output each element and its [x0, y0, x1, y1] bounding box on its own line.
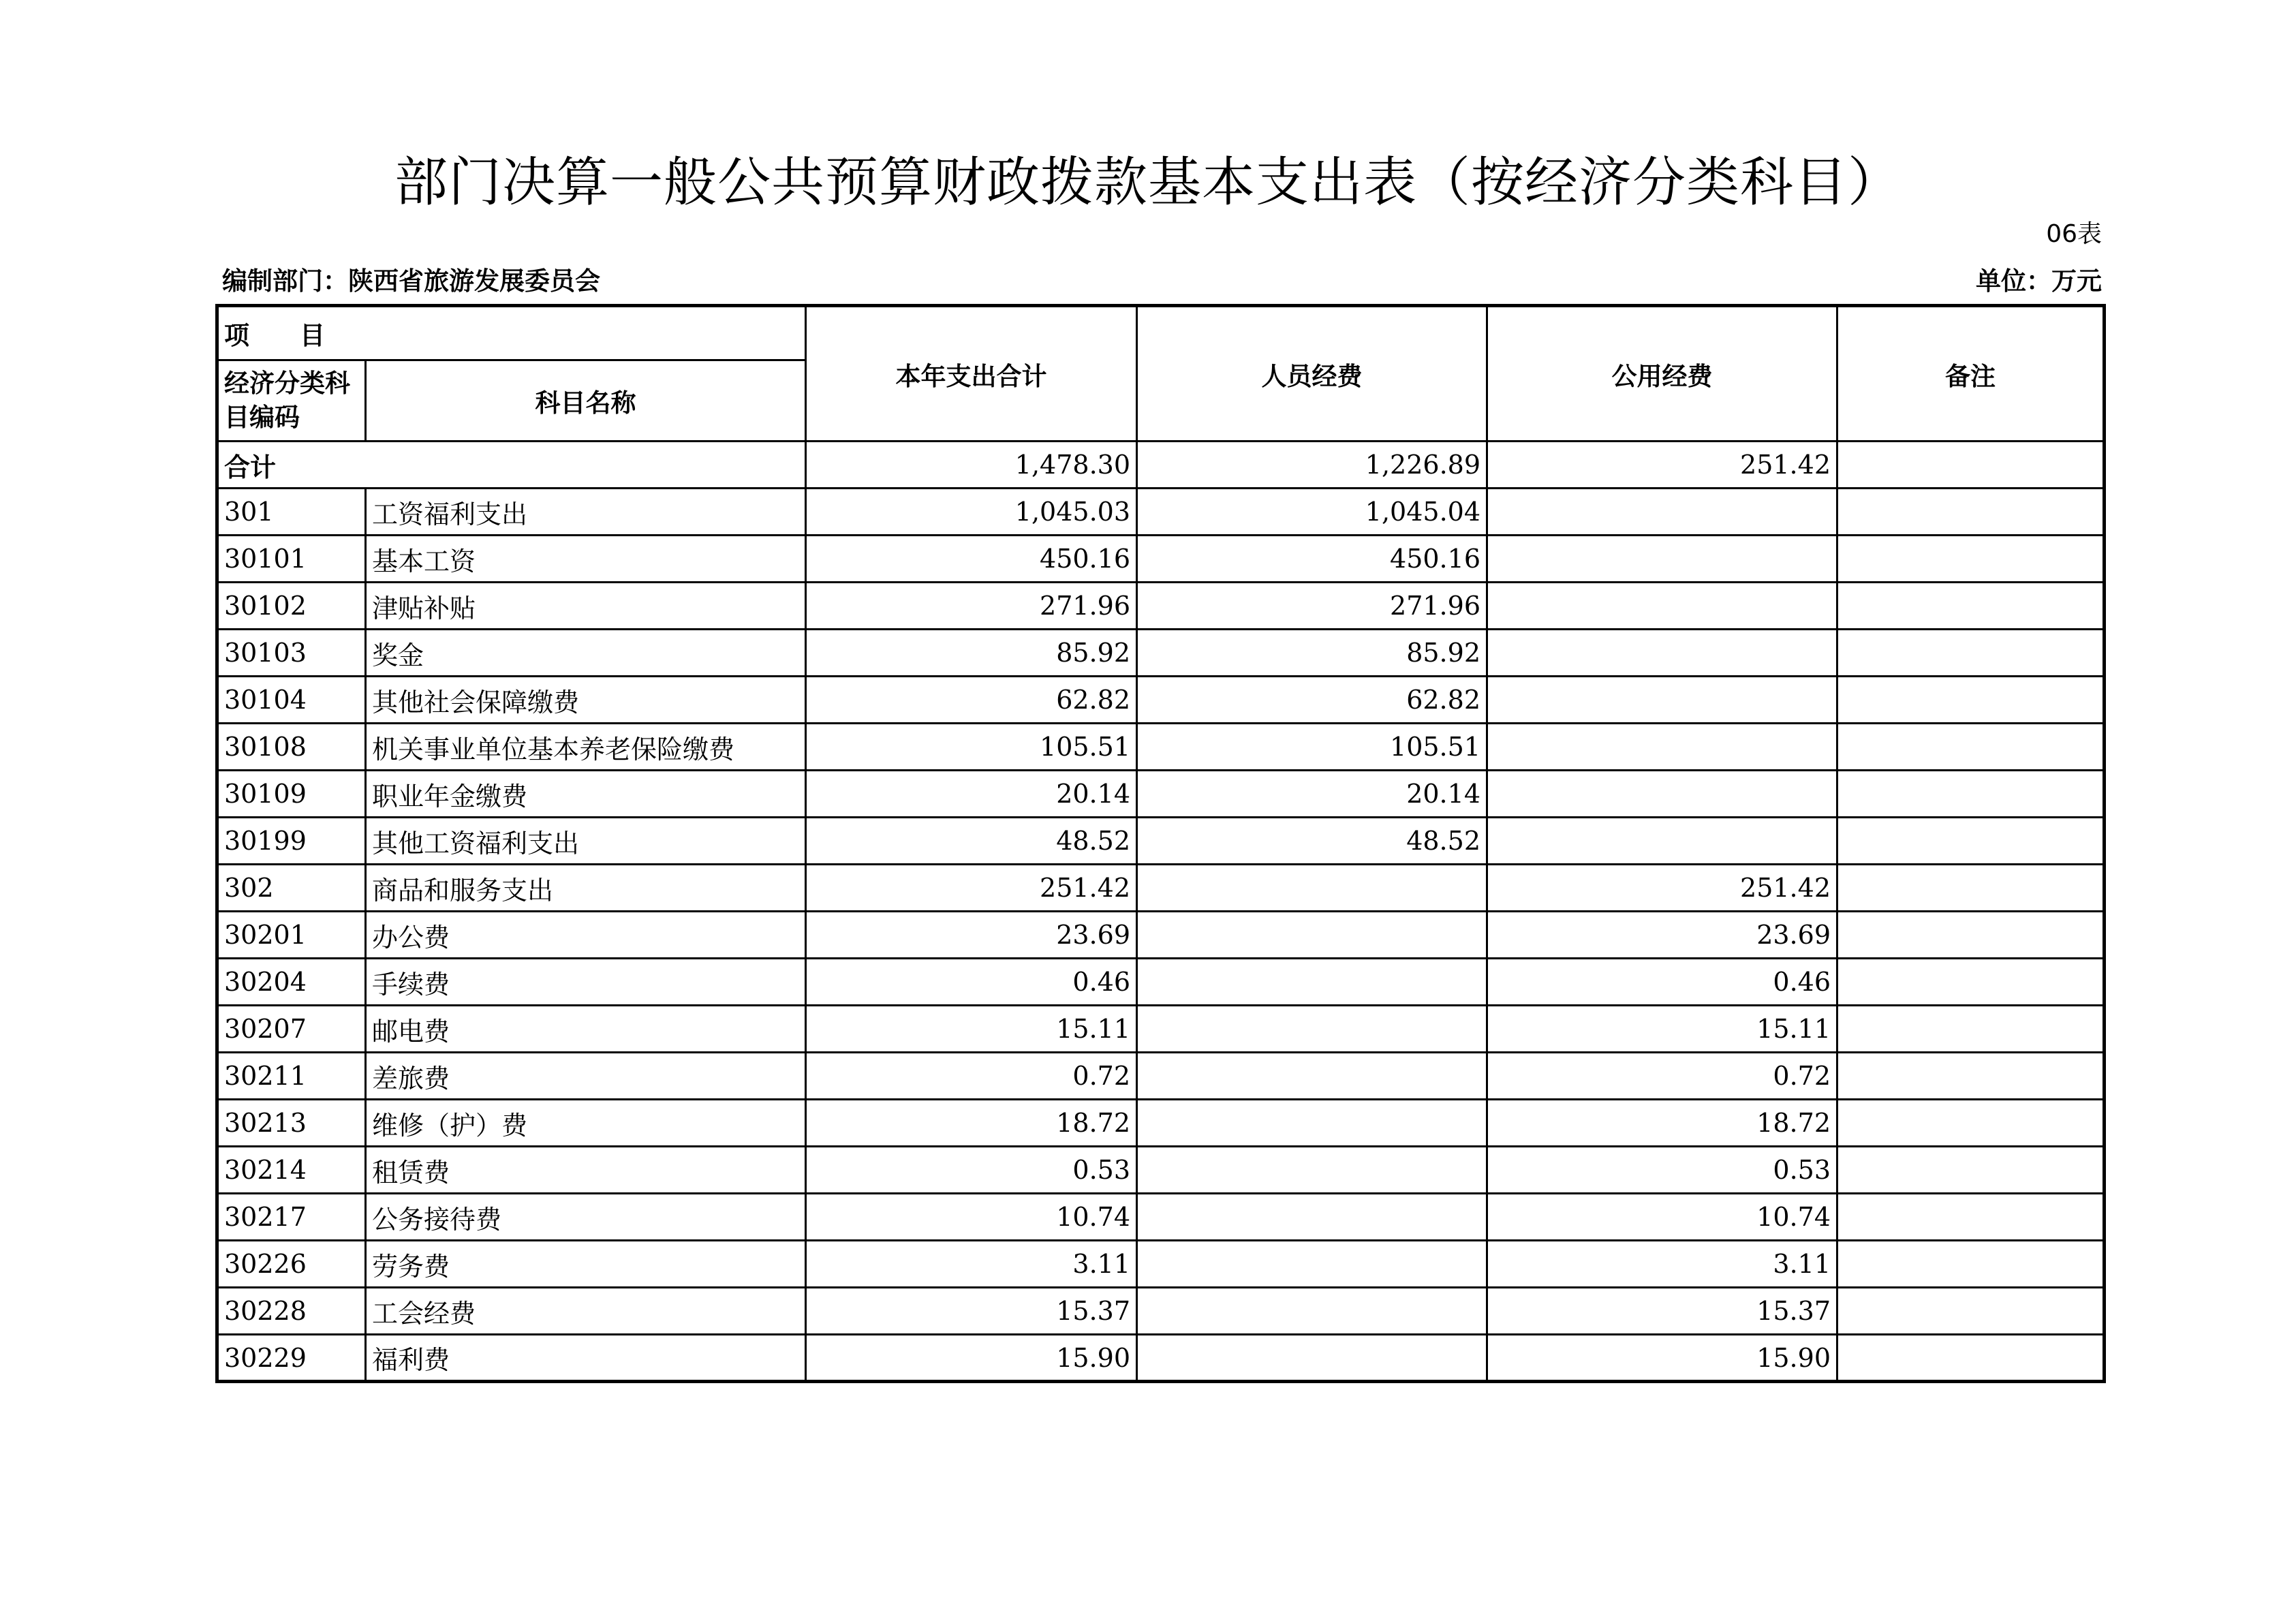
row-note: [1837, 1100, 2105, 1147]
total-row: [217, 442, 2105, 489]
expenditure-table: [215, 304, 2106, 1383]
row-total: 62.82: [806, 677, 1137, 724]
row-note: [1837, 489, 2105, 536]
row-total: 18.72: [806, 1100, 1137, 1147]
row-total: 450.16: [806, 536, 1137, 583]
row-personnel: [1137, 1053, 1487, 1100]
row-name: 津贴补贴: [366, 583, 806, 630]
header-note: 备注: [1837, 306, 2105, 442]
row-name: 职业年金缴费: [366, 771, 806, 818]
row-personnel: [1137, 959, 1487, 1006]
row-personnel: 1,045.04: [1137, 489, 1487, 536]
table-row: [217, 818, 2105, 865]
table-row: [217, 771, 2105, 818]
row-note: [1837, 1147, 2105, 1194]
row-total: 23.69: [806, 912, 1137, 959]
row-personnel: [1137, 865, 1487, 912]
row-note: [1837, 630, 2105, 677]
row-total: 251.42: [806, 865, 1137, 912]
table-row: [217, 583, 2105, 630]
row-total: 271.96: [806, 583, 1137, 630]
row-code: 30213: [217, 1100, 366, 1147]
row-name: 劳务费: [366, 1241, 806, 1288]
row-code: 30108: [217, 724, 366, 771]
row-name: 其他工资福利支出: [366, 818, 806, 865]
row-personnel: 271.96: [1137, 583, 1487, 630]
row-name: 福利费: [366, 1335, 806, 1382]
table-row: [217, 536, 2105, 583]
row-name: 邮电费: [366, 1006, 806, 1053]
row-name: 工资福利支出: [366, 489, 806, 536]
row-public: 0.72: [1487, 1053, 1837, 1100]
row-note: [1837, 1194, 2105, 1241]
row-code: 30109: [217, 771, 366, 818]
row-total: 0.53: [806, 1147, 1137, 1194]
row-personnel: [1137, 1006, 1487, 1053]
table-row: [217, 1147, 2105, 1194]
row-public: 0.46: [1487, 959, 1837, 1006]
row-code: 30228: [217, 1288, 366, 1335]
total-total: 1,478.30: [806, 442, 1137, 489]
row-code: 30214: [217, 1147, 366, 1194]
table-row: [217, 677, 2105, 724]
row-note: [1837, 1241, 2105, 1288]
row-name: 其他社会保障缴费: [366, 677, 806, 724]
row-public: [1487, 771, 1837, 818]
table-number: 06表: [2046, 220, 2102, 248]
row-public: [1487, 630, 1837, 677]
row-personnel: [1137, 1100, 1487, 1147]
row-public: [1487, 677, 1837, 724]
row-name: 租赁费: [366, 1147, 806, 1194]
table-row: [217, 489, 2105, 536]
row-personnel: 105.51: [1137, 724, 1487, 771]
row-public: [1487, 536, 1837, 583]
row-total: 15.11: [806, 1006, 1137, 1053]
row-name: 差旅费: [366, 1053, 806, 1100]
unit-label: 单位：万元: [1976, 266, 2102, 296]
header-name: 科目名称: [366, 360, 806, 442]
header-personnel: 人员经费: [1137, 306, 1487, 442]
row-public: 15.37: [1487, 1288, 1837, 1335]
row-personnel: [1137, 1194, 1487, 1241]
row-note: [1837, 583, 2105, 630]
row-public: [1487, 724, 1837, 771]
row-code: 30211: [217, 1053, 366, 1100]
row-note: [1837, 536, 2105, 583]
row-code: 302: [217, 865, 366, 912]
row-public: 0.53: [1487, 1147, 1837, 1194]
row-public: 10.74: [1487, 1194, 1837, 1241]
row-note: [1837, 771, 2105, 818]
row-code: 301: [217, 489, 366, 536]
row-public: 15.11: [1487, 1006, 1837, 1053]
row-name: 维修（护）费: [366, 1100, 806, 1147]
row-name: 办公费: [366, 912, 806, 959]
table-row: [217, 912, 2105, 959]
table-row: [217, 1241, 2105, 1288]
row-public: 251.42: [1487, 865, 1837, 912]
total-public: 251.42: [1487, 442, 1837, 489]
row-note: [1837, 865, 2105, 912]
row-total: 85.92: [806, 630, 1137, 677]
row-code: 30102: [217, 583, 366, 630]
total-note: [1837, 442, 2105, 489]
row-name: 公务接待费: [366, 1194, 806, 1241]
row-total: 15.90: [806, 1335, 1137, 1382]
row-name: 奖金: [366, 630, 806, 677]
row-personnel: [1137, 1335, 1487, 1382]
row-total: 48.52: [806, 818, 1137, 865]
row-note: [1837, 1053, 2105, 1100]
row-total: 1,045.03: [806, 489, 1137, 536]
row-personnel: [1137, 912, 1487, 959]
header-project: 项 目: [217, 306, 806, 360]
row-code: 30229: [217, 1335, 366, 1382]
row-personnel: 48.52: [1137, 818, 1487, 865]
row-code: 30204: [217, 959, 366, 1006]
table-row: [217, 959, 2105, 1006]
row-note: [1837, 677, 2105, 724]
row-public: 18.72: [1487, 1100, 1837, 1147]
row-total: 0.72: [806, 1053, 1137, 1100]
table-row: [217, 1335, 2105, 1382]
page-title: 部门决算一般公共预算财政拨款基本支出表（按经济分类科目）: [394, 152, 1902, 213]
table-row: [217, 630, 2105, 677]
row-note: [1837, 1006, 2105, 1053]
row-note: [1837, 1288, 2105, 1335]
row-name: 手续费: [366, 959, 806, 1006]
total-label: 合计: [217, 442, 806, 489]
table-row: [217, 1194, 2105, 1241]
row-public: 15.90: [1487, 1335, 1837, 1382]
row-public: 23.69: [1487, 912, 1837, 959]
row-public: [1487, 489, 1837, 536]
header-total: 本年支出合计: [806, 306, 1137, 442]
row-name: 工会经费: [366, 1288, 806, 1335]
table-row: [217, 1288, 2105, 1335]
row-note: [1837, 959, 2105, 1006]
row-total: 15.37: [806, 1288, 1137, 1335]
row-name: 商品和服务支出: [366, 865, 806, 912]
row-note: [1837, 724, 2105, 771]
row-personnel: 62.82: [1137, 677, 1487, 724]
row-code: 30201: [217, 912, 366, 959]
row-code: 30217: [217, 1194, 366, 1241]
header-public: 公用经费: [1487, 306, 1837, 442]
row-total: 10.74: [806, 1194, 1137, 1241]
row-name: 基本工资: [366, 536, 806, 583]
row-total: 3.11: [806, 1241, 1137, 1288]
row-note: [1837, 818, 2105, 865]
table-row: [217, 1006, 2105, 1053]
row-total: 105.51: [806, 724, 1137, 771]
row-code: 30101: [217, 536, 366, 583]
row-personnel: [1137, 1147, 1487, 1194]
row-personnel: 85.92: [1137, 630, 1487, 677]
row-note: [1837, 1335, 2105, 1382]
table-row: [217, 724, 2105, 771]
row-personnel: [1137, 1241, 1487, 1288]
header-code: 经济分类科目编码: [217, 360, 366, 442]
department-label: 编制部门：陕西省旅游发展委员会: [222, 266, 600, 296]
row-personnel: 450.16: [1137, 536, 1487, 583]
row-total: 0.46: [806, 959, 1137, 1006]
table-row: [217, 865, 2105, 912]
row-personnel: 20.14: [1137, 771, 1487, 818]
row-personnel: [1137, 1288, 1487, 1335]
row-code: 30207: [217, 1006, 366, 1053]
row-name: 机关事业单位基本养老保险缴费: [366, 724, 806, 771]
row-public: 3.11: [1487, 1241, 1837, 1288]
row-code: 30103: [217, 630, 366, 677]
row-public: [1487, 818, 1837, 865]
table-row: [217, 1053, 2105, 1100]
total-personnel: 1,226.89: [1137, 442, 1487, 489]
row-note: [1837, 912, 2105, 959]
row-total: 20.14: [806, 771, 1137, 818]
row-code: 30199: [217, 818, 366, 865]
row-code: 30226: [217, 1241, 366, 1288]
row-code: 30104: [217, 677, 366, 724]
row-public: [1487, 583, 1837, 630]
table-row: [217, 1100, 2105, 1147]
